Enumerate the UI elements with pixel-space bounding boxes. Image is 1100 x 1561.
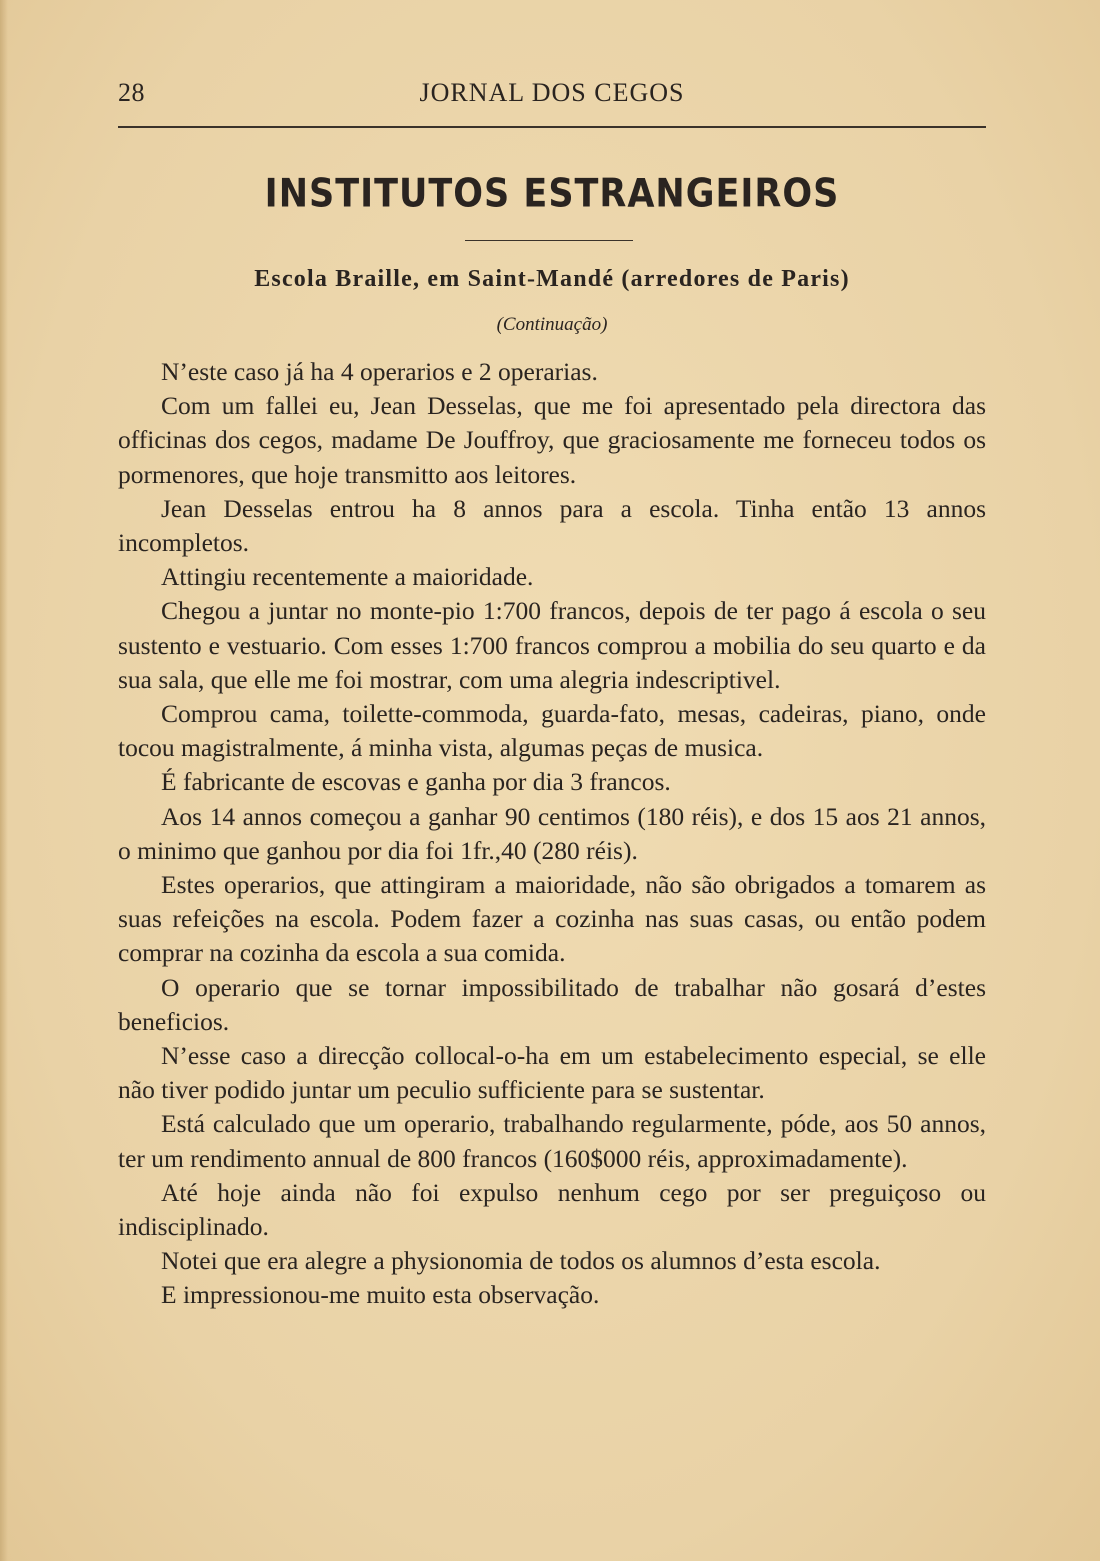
page-edge-shadow bbox=[0, 0, 8, 1561]
paragraph: Até hoje ainda não foi expulso nenhum cego por ser preguiçoso ou indisciplinado. bbox=[118, 1177, 986, 1242]
paragraph: N’este caso já ha 4 operarios e 2 operarias. bbox=[161, 357, 598, 386]
paragraph: Com um fallei eu, Jean Desselas, que me foi apresentado pela directora das officinas dos cegos, madame De Jouffroy, que graciosamente me forneceu todos os pormenores, que hoje transmitto aos leitores. bbox=[118, 391, 986, 489]
header-rule bbox=[118, 126, 986, 128]
paragraph: Notei que era alegre a physionomia de todos os alumnos d’esta escola. bbox=[161, 1246, 881, 1276]
title-divider bbox=[465, 240, 633, 241]
paragraph: N’esse caso a direcção collocal-o-ha em um estabelecimento especial, se elle não tiver podido juntar um peculio sufficiente para se sustentar. bbox=[118, 1041, 986, 1105]
running-head bbox=[118, 78, 986, 114]
continuation-note: (Continuação) bbox=[496, 314, 608, 335]
paragraph: Aos 14 annos começou a ganhar 90 centimos (180 réis), e dos 15 aos 21 annos, o minimo que ganhou por dia foi 1fr.,40 (280 réis). bbox=[118, 801, 986, 865]
article-body bbox=[118, 355, 986, 1313]
paragraph: E impressionou-me muito esta observação. bbox=[161, 1280, 600, 1310]
paragraph: É fabricante de escovas e ganha por dia 3 francos. bbox=[161, 767, 671, 797]
paragraph: Comprou cama, toilette-commoda, guarda-fato, mesas, cadeiras, piano, onde tocou magistralmente, á minha vista, algumas peças de musica. bbox=[118, 699, 986, 763]
paragraph: Attingiu recentemente a maioridade. bbox=[161, 562, 534, 592]
paragraph: Jean Desselas entrou ha 8 annos para a escola. Tinha então 13 annos incompletos. bbox=[118, 493, 986, 558]
paragraph: Está calculado que um operario, trabalhando regularmente, póde, aos 50 annos, ter um rendimento annual de 800 francos (160$000 réis, approximadamente). bbox=[118, 1109, 986, 1173]
page-number: 28 bbox=[118, 78, 145, 107]
paragraph: Chegou a juntar no monte-pio 1:700 francos, depois de ter pago á escola o seu sustento e vestuario. Com esses 1:700 francos comprou a mobilia do seu quarto e da sua sala, que elle me foi mostrar, com uma alegria indescriptivel. bbox=[118, 596, 986, 694]
paragraph: O operario que se tornar impossibilitado de trabalhar não gosará d’estes beneficios. bbox=[118, 972, 986, 1036]
section-title: INSTITUTOS ESTRANGEIROS bbox=[264, 171, 840, 217]
journal-title: JORNAL DOS CEGOS bbox=[419, 78, 685, 107]
paragraph: Estes operarios, que attingiram a maioridade, não são obrigados a tomarem as suas refeições na escola. Podem fazer a cozinha nas suas casas, ou então podem comprar na cozinha da escola a sua comida. bbox=[118, 870, 986, 968]
article-subtitle: Escola Braille, em Saint-Mandé (arredores de Paris) bbox=[254, 266, 850, 292]
page bbox=[118, 78, 986, 1310]
